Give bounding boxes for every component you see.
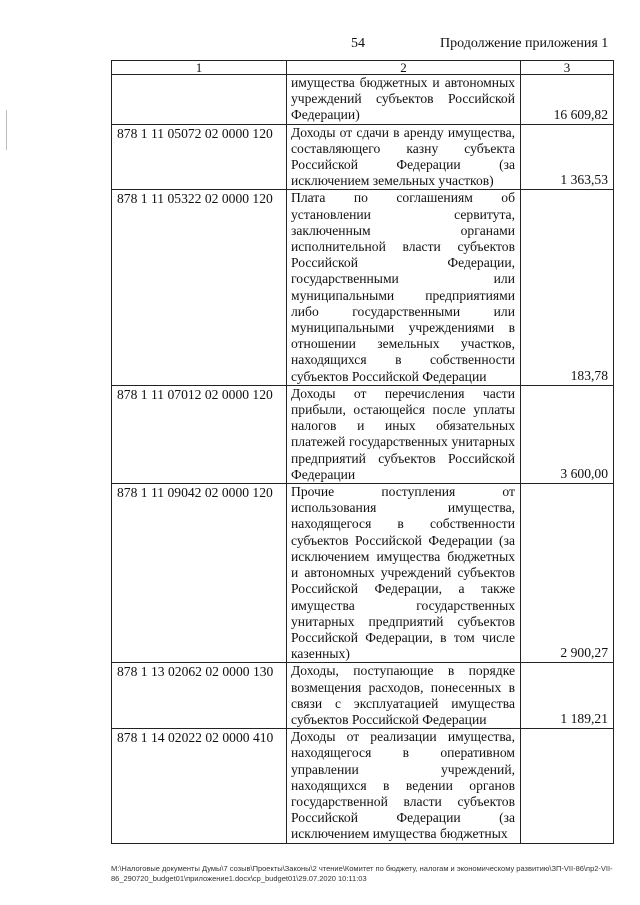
table-row	[112, 729, 614, 843]
budget-code: 878 1 11 07012 02 0000 120	[112, 385, 287, 483]
revenue-description: Прочие поступления от использования имущества, находящегося в собственности субъектов Российской Федерации (за исключением имущества бюджетных и автономных учреждений субъектов Российской Федерации, а также имущества государственных унитарных предприятий субъектов Российской Федерации, в том числе казенных)	[287, 484, 521, 663]
revenue-description: Доходы, поступающие в порядке возмещения расходов, понесенных в связи с эксплуатацией имущества субъектов Российской Федерации	[287, 663, 521, 729]
table-row	[112, 75, 614, 125]
continuation-heading: Продолжение приложения 1	[440, 36, 609, 51]
page-number: 54	[351, 36, 365, 51]
table-row	[112, 124, 614, 190]
file-path-footer: M:\Налоговые документы Думы\7 созыв\Проекты\Законы\2 чтение\Комитет по бюджету, налогам и экономическому развитию\ЗП-VII-86\пр2-VII-86_290720_budget01\приложение1.docx\cp_budget01\29.07.2020 10:11:03	[111, 864, 613, 883]
table-row	[112, 190, 614, 385]
budget-code: 878 1 14 02022 02 0000 410	[112, 729, 287, 843]
budget-code: 878 1 11 09042 02 0000 120	[112, 484, 287, 663]
column-number-1: 1	[112, 61, 287, 75]
table-row	[112, 385, 614, 483]
revenue-amount: 1 189,21	[521, 663, 614, 729]
table-row	[112, 484, 614, 663]
revenue-description: Доходы от сдачи в аренду имущества, составляющего казну субъекта Российской Федерации (за исключением земельных участков)	[287, 124, 521, 190]
table-row	[112, 663, 614, 729]
column-number-3: 3	[521, 61, 614, 75]
budget-table	[111, 60, 614, 844]
revenue-amount: 2 900,27	[521, 484, 614, 663]
column-number-row	[112, 61, 614, 75]
budget-code: 878 1 11 05072 02 0000 120	[112, 124, 287, 190]
column-number-2: 2	[287, 61, 521, 75]
revenue-description: имущества бюджетных и автономных учреждений субъектов Российской Федерации)	[287, 75, 521, 125]
budget-code: 878 1 11 05322 02 0000 120	[112, 190, 287, 385]
revenue-amount: 16 609,82	[521, 75, 614, 125]
revenue-description: Доходы от перечисления части прибыли, остающейся после уплаты налогов и иных обязательных платежей государственных унитарных предприятий субъектов Российской Федерации	[287, 385, 521, 483]
revenue-description: Плата по соглашениям об установлении сервитута, заключенным органами исполнительной власти субъектов Российской Федерации, государственными или муниципальными предприятиями либо государственными или муниципальными учреждениями в отношении земельных участков, находящихся в собственности субъектов Российской Федерации	[287, 190, 521, 385]
budget-code: 878 1 13 02062 02 0000 130	[112, 663, 287, 729]
revenue-description: Доходы от реализации имущества, находящегося в оперативном управлении учреждений, находящихся в ведении органов государственной власти субъектов Российской Федерации (за исключением имущества бюджетных	[287, 729, 521, 843]
revenue-amount: 1 363,53	[521, 124, 614, 190]
revenue-amount: 183,78	[521, 190, 614, 385]
budget-code	[112, 75, 287, 125]
revenue-amount	[521, 729, 614, 843]
revenue-amount: 3 600,00	[521, 385, 614, 483]
margin-line	[6, 110, 7, 150]
